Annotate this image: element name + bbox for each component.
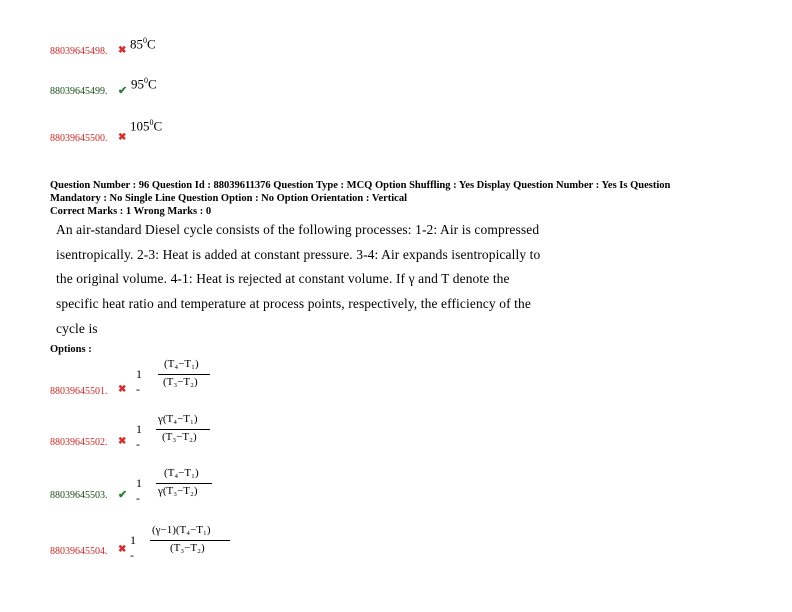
formula-lead: 1 - bbox=[136, 367, 142, 396]
option-value: $85^0C$ bbox=[130, 36, 156, 52]
question-text-line: cycle is bbox=[56, 320, 98, 336]
question-text-line: the original volume. 4-1: Heat is rejected at constant volume. If γ and T denote the bbox=[56, 271, 510, 287]
options-label: Options : bbox=[50, 344, 92, 355]
question-marks: Correct Marks : 1 Wrong Marks : 0 bbox=[50, 206, 212, 217]
correct-check-icon: ✔ bbox=[118, 489, 128, 501]
formula-lead: 1 - bbox=[130, 533, 136, 562]
option-id: 88039645504. bbox=[50, 546, 108, 557]
degree-sign: 0 bbox=[149, 118, 154, 127]
question-meta-line1: Question Number : 96 Question Id : 88039611376 Question Type : MCQ Option Shuffling : Yes Display Question Number : Yes Is Question bbox=[50, 180, 671, 191]
degree-sign: 0 bbox=[143, 36, 147, 45]
formula-denominator: γ(T₃−T₂) bbox=[158, 485, 198, 497]
formula-lead: 1 - bbox=[136, 422, 142, 451]
wrong-icon: ✖ bbox=[118, 45, 127, 56]
degree-sign: 0 bbox=[144, 76, 148, 85]
question-meta-line2: Mandatory : No Single Line Question Option : No Option Orientation : Vertical bbox=[50, 193, 408, 204]
option-id: 88039645498. bbox=[50, 46, 108, 57]
question-text-line: specific heat ratio and temperature at process points, respectively, the efficiency of the bbox=[56, 296, 531, 312]
fraction-bar bbox=[156, 429, 210, 430]
question-text bbox=[56, 218, 576, 342]
option-value: $95^0C$ bbox=[131, 76, 157, 92]
question-meta bbox=[50, 179, 750, 218]
option-id: 88039645501. bbox=[50, 386, 108, 397]
fraction-bar bbox=[150, 540, 230, 541]
formula-denominator: (T₃−T₂) bbox=[163, 376, 198, 388]
wrong-icon: ✖ bbox=[118, 436, 127, 447]
question-text-line: An air-standard Diesel cycle consists of the following processes: 1-2: Air is compressed bbox=[56, 222, 540, 237]
fraction-bar bbox=[158, 374, 210, 375]
wrong-icon: ✖ bbox=[118, 132, 127, 143]
option-id: 88039645499. bbox=[50, 86, 108, 97]
fraction-bar bbox=[156, 483, 212, 484]
correct-check-icon: ✔ bbox=[118, 85, 128, 97]
formula-numerator: (T₄−T₁) bbox=[164, 358, 199, 370]
option-id: 88039645503. bbox=[50, 490, 108, 501]
formula-lead: 1 - bbox=[136, 476, 142, 505]
option-id: 88039645500. bbox=[50, 133, 108, 144]
option-id: 88039645502. bbox=[50, 437, 108, 448]
formula-denominator: (T₃−T₂) bbox=[162, 431, 197, 443]
formula-numerator: (γ−1)(T₄−T₁) bbox=[152, 524, 211, 536]
option-value: $105^0C$ bbox=[130, 118, 163, 134]
formula-denominator: (T₃−T₂) bbox=[170, 542, 205, 554]
formula-numerator: γ(T₄−T₁) bbox=[158, 413, 198, 425]
wrong-icon: ✖ bbox=[118, 544, 127, 555]
question-text-line: isentropically. 2-3: Heat is added at constant pressure. 3-4: Air expands isentropically to bbox=[56, 246, 541, 262]
formula-numerator: (T₄−T₁) bbox=[164, 467, 199, 479]
wrong-icon: ✖ bbox=[118, 384, 127, 395]
